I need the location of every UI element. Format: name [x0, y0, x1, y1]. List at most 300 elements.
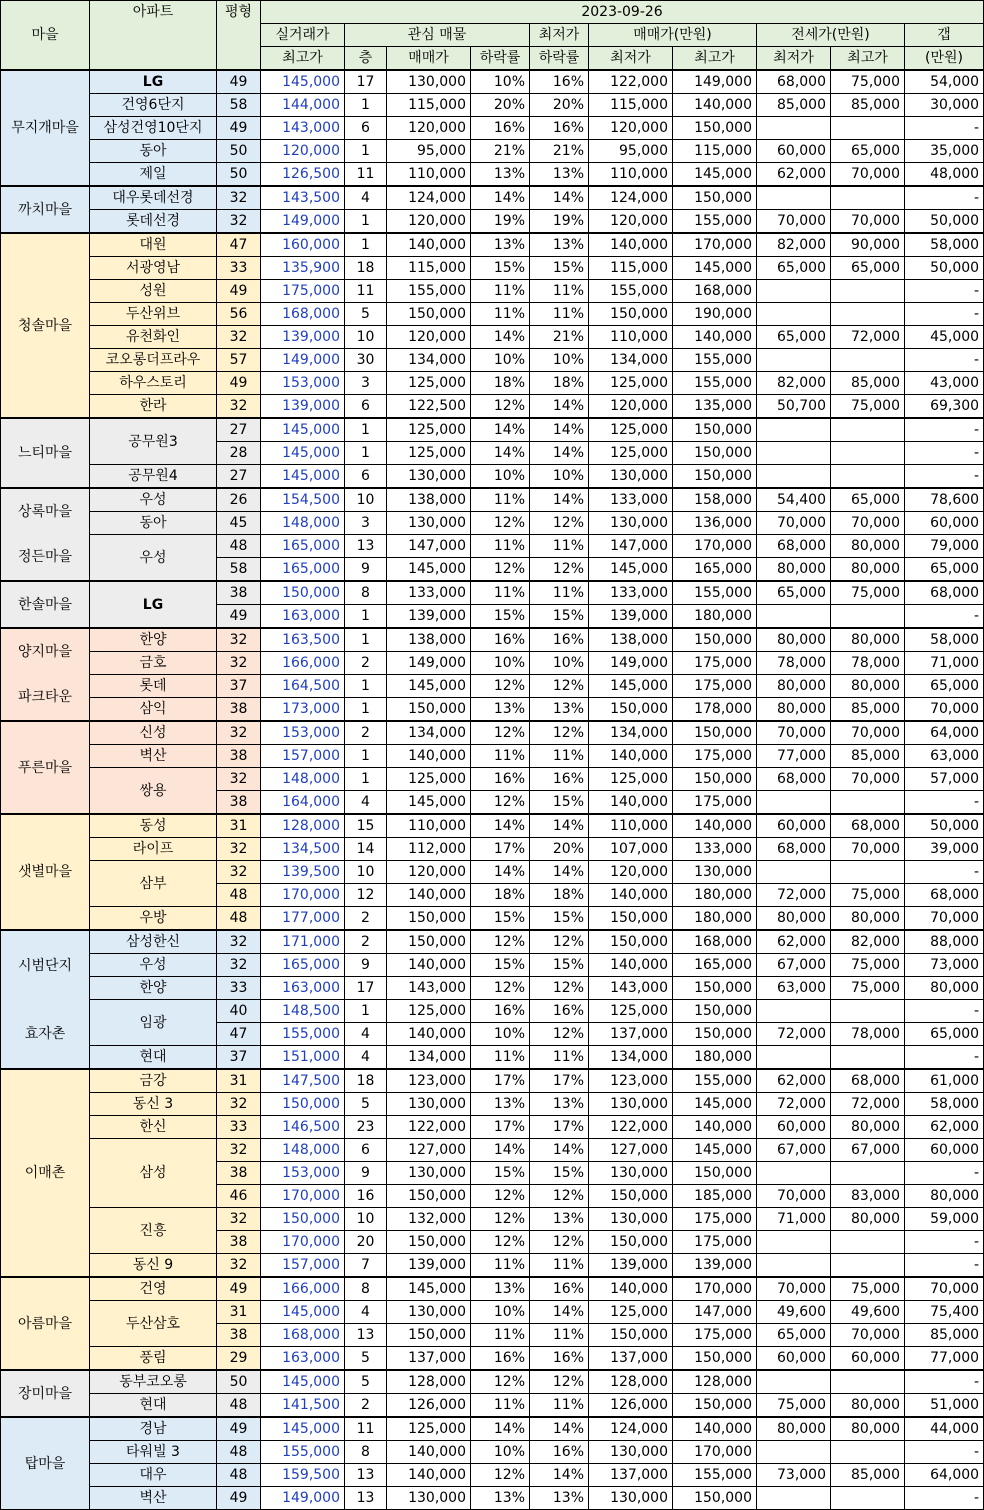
drop-rate-cell: 16% [471, 1000, 530, 1023]
sale-min-cell: 95,000 [589, 140, 673, 163]
header-jeonse-max: 최고가 [831, 47, 905, 71]
min-drop-rate-cell: 11% [530, 1254, 589, 1278]
size-cell: 33 [217, 1116, 261, 1139]
size-cell: 50 [217, 1370, 261, 1394]
jeonse-max-cell: 85,000 [831, 745, 905, 768]
table-row [1, 488, 984, 512]
table-row [1, 395, 984, 419]
gap-cell: 70,000 [905, 1277, 984, 1301]
jeonse-max-cell [831, 1000, 905, 1023]
size-cell: 37 [217, 675, 261, 698]
floor-cell: 5 [345, 1093, 387, 1116]
drop-rate-cell: 10% [471, 465, 530, 489]
jeonse-min-cell: 68,000 [757, 838, 831, 861]
apartment-name-cell: 동신 9 [90, 1254, 217, 1278]
jeonse-max-cell: 85,000 [831, 94, 905, 117]
sale-max-cell: 150,000 [673, 1162, 757, 1185]
table-row [1, 512, 984, 535]
jeonse-max-cell: 83,000 [831, 1185, 905, 1208]
gap-cell: 39,000 [905, 838, 984, 861]
jeonse-max-cell [831, 861, 905, 884]
jeonse-max-cell: 78,000 [831, 652, 905, 675]
max-real-price-cell: 163,500 [261, 628, 345, 652]
sale-max-cell: 180,000 [673, 907, 757, 931]
floor-cell: 1 [345, 418, 387, 442]
jeonse-min-cell: 71,000 [757, 1208, 831, 1231]
max-real-price-cell: 163,000 [261, 977, 345, 1000]
floor-cell: 2 [345, 930, 387, 954]
min-drop-rate-cell: 20% [530, 838, 589, 861]
sale-min-cell: 145,000 [589, 675, 673, 698]
jeonse-max-cell: 75,000 [831, 70, 905, 94]
sale-price-cell: 120,000 [387, 210, 471, 234]
max-real-price-cell: 143,500 [261, 186, 345, 210]
sale-max-cell: 155,000 [673, 372, 757, 395]
jeonse-min-cell [757, 442, 831, 465]
drop-rate-cell: 13% [471, 698, 530, 722]
min-drop-rate-cell: 16% [530, 1277, 589, 1301]
village-name: 한솔마을 [17, 596, 73, 613]
drop-rate-cell: 16% [471, 1347, 530, 1371]
gap-cell: 50,000 [905, 210, 984, 234]
table-row [1, 163, 984, 187]
sale-price-cell: 127,000 [387, 1139, 471, 1162]
sale-price-cell: 145,000 [387, 791, 471, 815]
table-row [1, 326, 984, 349]
jeonse-max-cell: 72,000 [831, 1093, 905, 1116]
size-cell: 56 [217, 303, 261, 326]
table-row [1, 303, 984, 326]
max-real-price-cell: 149,000 [261, 210, 345, 234]
gap-cell: 58,000 [905, 628, 984, 652]
drop-rate-cell: 14% [471, 326, 530, 349]
min-drop-rate-cell: 16% [530, 1347, 589, 1371]
sale-max-cell: 145,000 [673, 1093, 757, 1116]
min-drop-rate-cell: 13% [530, 1093, 589, 1116]
header-date: 2023-09-26 [261, 1, 984, 24]
drop-rate-cell: 12% [471, 721, 530, 745]
floor-cell: 9 [345, 558, 387, 582]
sale-min-cell: 110,000 [589, 814, 673, 838]
header-minprice-2: 하락률 [530, 47, 589, 71]
jeonse-min-cell: 72,000 [757, 1023, 831, 1046]
sale-max-cell: 150,000 [673, 186, 757, 210]
sale-price-cell: 125,000 [387, 1417, 471, 1441]
apartment-name-cell: 풍림 [90, 1347, 217, 1371]
floor-cell: 13 [345, 1487, 387, 1510]
table-row [1, 1277, 984, 1301]
jeonse-min-cell [757, 1231, 831, 1254]
floor-cell: 6 [345, 1139, 387, 1162]
sale-min-cell: 130,000 [589, 1208, 673, 1231]
sale-min-cell: 150,000 [589, 1231, 673, 1254]
sale-max-cell: 145,000 [673, 1139, 757, 1162]
jeonse-min-cell: 70,000 [757, 721, 831, 745]
apartment-name-cell: LG [90, 70, 217, 94]
size-cell: 47 [217, 233, 261, 257]
jeonse-max-cell: 80,000 [831, 1116, 905, 1139]
drop-rate-cell: 12% [471, 512, 530, 535]
jeonse-max-cell: 80,000 [831, 675, 905, 698]
gap-cell: 71,000 [905, 652, 984, 675]
village-name: 상록마을 [17, 504, 73, 520]
jeonse-max-cell [831, 280, 905, 303]
apartment-name-cell: 하우스토리 [90, 372, 217, 395]
size-cell: 38 [217, 1231, 261, 1254]
sale-max-cell: 180,000 [673, 605, 757, 629]
min-drop-rate-cell: 15% [530, 1162, 589, 1185]
drop-rate-cell: 11% [471, 1046, 530, 1070]
sale-max-cell: 149,000 [673, 70, 757, 94]
drop-rate-cell: 13% [471, 163, 530, 187]
apartment-name-cell: 벽산 [90, 1487, 217, 1510]
gap-cell: - [905, 1162, 984, 1185]
sale-price-cell: 150,000 [387, 1324, 471, 1347]
sale-price-cell: 130,000 [387, 512, 471, 535]
floor-cell: 8 [345, 581, 387, 605]
table-row [1, 1441, 984, 1464]
sale-max-cell: 115,000 [673, 140, 757, 163]
floor-cell: 11 [345, 1417, 387, 1441]
apartment-name-cell: 한양 [90, 628, 217, 652]
min-drop-rate-cell: 14% [530, 395, 589, 419]
gap-cell: - [905, 349, 984, 372]
jeonse-max-cell: 82,000 [831, 930, 905, 954]
apartment-name-cell: 성원 [90, 280, 217, 303]
gap-cell: 69,300 [905, 395, 984, 419]
min-drop-rate-cell: 12% [530, 512, 589, 535]
sale-price-cell: 125,000 [387, 1000, 471, 1023]
sale-price-cell: 134,000 [387, 721, 471, 745]
apartment-name-cell: 현대 [90, 1394, 217, 1418]
jeonse-max-cell: 75,000 [831, 977, 905, 1000]
jeonse-min-cell: 80,000 [757, 675, 831, 698]
min-drop-rate-cell: 14% [530, 1464, 589, 1487]
sale-price-cell: 140,000 [387, 1023, 471, 1046]
apartment-name-cell: 경남 [90, 1417, 217, 1441]
sale-min-cell: 124,000 [589, 1417, 673, 1441]
jeonse-min-cell: 85,000 [757, 94, 831, 117]
sale-min-cell: 139,000 [589, 1254, 673, 1278]
sale-min-cell: 137,000 [589, 1464, 673, 1487]
sale-price-cell: 145,000 [387, 558, 471, 582]
sale-max-cell: 175,000 [673, 675, 757, 698]
sale-price-cell: 130,000 [387, 1093, 471, 1116]
size-cell: 32 [217, 628, 261, 652]
header-gap-1: 갭 [905, 24, 984, 47]
village-cell [1, 488, 90, 581]
min-drop-rate-cell: 12% [530, 1185, 589, 1208]
floor-cell: 10 [345, 1208, 387, 1231]
sale-max-cell: 150,000 [673, 1023, 757, 1046]
gap-cell: 70,000 [905, 698, 984, 722]
max-real-price-cell: 157,000 [261, 1254, 345, 1278]
gap-cell: 85,000 [905, 1324, 984, 1347]
floor-cell: 1 [345, 675, 387, 698]
min-drop-rate-cell: 14% [530, 861, 589, 884]
sale-price-cell: 150,000 [387, 303, 471, 326]
size-cell: 58 [217, 558, 261, 582]
max-real-price-cell: 170,000 [261, 1185, 345, 1208]
drop-rate-cell: 14% [471, 814, 530, 838]
gap-cell: 50,000 [905, 257, 984, 280]
gap-cell: 62,000 [905, 1116, 984, 1139]
sale-min-cell: 137,000 [589, 1023, 673, 1046]
table-row [1, 94, 984, 117]
sale-price-cell: 143,000 [387, 977, 471, 1000]
drop-rate-cell: 12% [471, 1231, 530, 1254]
gap-cell: 50,000 [905, 814, 984, 838]
header-sale-max: 최고가 [673, 47, 757, 71]
sale-max-cell: 155,000 [673, 1069, 757, 1093]
size-cell: 32 [217, 395, 261, 419]
min-drop-rate-cell: 12% [530, 558, 589, 582]
floor-cell: 2 [345, 652, 387, 675]
sale-min-cell: 122,000 [589, 70, 673, 94]
jeonse-min-cell: 70,000 [757, 1277, 831, 1301]
header-jeonse-min: 최저가 [757, 47, 831, 71]
sale-price-cell: 150,000 [387, 698, 471, 722]
max-real-price-cell: 173,000 [261, 698, 345, 722]
min-drop-rate-cell: 11% [530, 1394, 589, 1418]
floor-cell: 8 [345, 1277, 387, 1301]
sale-price-cell: 150,000 [387, 1231, 471, 1254]
sale-price-cell: 110,000 [387, 814, 471, 838]
village-cell [1, 70, 90, 186]
size-cell: 33 [217, 977, 261, 1000]
drop-rate-cell: 10% [471, 652, 530, 675]
drop-rate-cell: 13% [471, 1487, 530, 1510]
gap-cell: 79,000 [905, 535, 984, 558]
sale-min-cell: 138,000 [589, 628, 673, 652]
village-name: 까치마을 [17, 201, 73, 218]
sale-max-cell: 150,000 [673, 442, 757, 465]
jeonse-min-cell: 68,000 [757, 70, 831, 94]
floor-cell: 4 [345, 1023, 387, 1046]
min-drop-rate-cell: 12% [530, 977, 589, 1000]
sale-max-cell: 175,000 [673, 745, 757, 768]
apartment-name-cell: 제일 [90, 163, 217, 187]
jeonse-max-cell [831, 791, 905, 815]
jeonse-min-cell [757, 1162, 831, 1185]
sale-min-cell: 145,000 [589, 558, 673, 582]
jeonse-max-cell [831, 186, 905, 210]
gap-cell: 65,000 [905, 1023, 984, 1046]
sale-min-cell: 137,000 [589, 1347, 673, 1371]
sale-max-cell: 190,000 [673, 303, 757, 326]
header-sale-min: 최저가 [589, 47, 673, 71]
apartment-name-cell: 삼성 [90, 1139, 217, 1208]
apartment-name-cell: 동부코오롱 [90, 1370, 217, 1394]
gap-cell: - [905, 442, 984, 465]
floor-cell: 1 [345, 442, 387, 465]
max-real-price-cell: 145,000 [261, 1301, 345, 1324]
gap-cell: 80,000 [905, 977, 984, 1000]
drop-rate-cell: 14% [471, 861, 530, 884]
size-cell: 27 [217, 418, 261, 442]
floor-cell: 5 [345, 1370, 387, 1394]
gap-cell: 65,000 [905, 558, 984, 582]
sale-price-cell: 149,000 [387, 652, 471, 675]
floor-cell: 1 [345, 140, 387, 163]
jeonse-max-cell [831, 1370, 905, 1394]
table-row [1, 117, 984, 140]
max-real-price-cell: 165,000 [261, 535, 345, 558]
sale-price-cell: 145,000 [387, 675, 471, 698]
sale-price-cell: 132,000 [387, 1208, 471, 1231]
gap-cell: - [905, 186, 984, 210]
max-real-price-cell: 164,500 [261, 675, 345, 698]
sale-max-cell: 150,000 [673, 1347, 757, 1371]
size-cell: 58 [217, 94, 261, 117]
max-real-price-cell: 149,000 [261, 1487, 345, 1510]
min-drop-rate-cell: 11% [530, 581, 589, 605]
sale-price-cell: 140,000 [387, 745, 471, 768]
floor-cell: 6 [345, 117, 387, 140]
village-cell [1, 233, 90, 418]
sale-max-cell: 175,000 [673, 1324, 757, 1347]
gap-cell: 54,000 [905, 70, 984, 94]
sale-price-cell: 130,000 [387, 1162, 471, 1185]
drop-rate-cell: 15% [471, 907, 530, 931]
sale-min-cell: 127,000 [589, 1139, 673, 1162]
drop-rate-cell: 11% [471, 280, 530, 303]
min-drop-rate-cell: 15% [530, 605, 589, 629]
village-name: 장미마을 [17, 1385, 73, 1402]
drop-rate-cell: 12% [471, 1464, 530, 1487]
floor-cell: 1 [345, 605, 387, 629]
size-cell: 48 [217, 535, 261, 558]
gap-cell: 30,000 [905, 94, 984, 117]
village-name: 탑마을 [24, 1455, 66, 1472]
jeonse-min-cell [757, 186, 831, 210]
apartment-name-cell: 한신 [90, 1116, 217, 1139]
min-drop-rate-cell: 16% [530, 768, 589, 791]
min-drop-rate-cell: 13% [530, 1208, 589, 1231]
apartment-name-cell: 대원 [90, 233, 217, 257]
sale-max-cell: 168,000 [673, 930, 757, 954]
gap-cell: - [905, 1370, 984, 1394]
drop-rate-cell: 11% [471, 1324, 530, 1347]
sale-max-cell: 185,000 [673, 1185, 757, 1208]
header-drop-rate: 하락률 [471, 47, 530, 71]
jeonse-min-cell: 67,000 [757, 1139, 831, 1162]
apartment-name-cell: 건영6단지 [90, 94, 217, 117]
floor-cell: 3 [345, 372, 387, 395]
jeonse-min-cell: 60,000 [757, 814, 831, 838]
min-drop-rate-cell: 10% [530, 465, 589, 489]
min-drop-rate-cell: 21% [530, 140, 589, 163]
apartment-name-cell: 임광 [90, 1000, 217, 1046]
sale-min-cell: 125,000 [589, 372, 673, 395]
sale-price-cell: 130,000 [387, 465, 471, 489]
max-real-price-cell: 163,000 [261, 1347, 345, 1371]
table-row [1, 838, 984, 861]
table-row [1, 814, 984, 838]
drop-rate-cell: 16% [471, 628, 530, 652]
max-real-price-cell: 175,000 [261, 280, 345, 303]
sale-min-cell: 128,000 [589, 1370, 673, 1394]
jeonse-min-cell [757, 418, 831, 442]
min-drop-rate-cell: 21% [530, 326, 589, 349]
jeonse-min-cell: 82,000 [757, 372, 831, 395]
sale-max-cell: 140,000 [673, 1417, 757, 1441]
floor-cell: 6 [345, 465, 387, 489]
drop-rate-cell: 14% [471, 1417, 530, 1441]
table-body [1, 70, 984, 1510]
jeonse-max-cell [831, 349, 905, 372]
apartment-name-cell: 타워빌 3 [90, 1441, 217, 1464]
size-cell: 46 [217, 1185, 261, 1208]
sale-min-cell: 155,000 [589, 280, 673, 303]
size-cell: 38 [217, 1324, 261, 1347]
jeonse-max-cell: 75,000 [831, 581, 905, 605]
size-cell: 38 [217, 698, 261, 722]
size-cell: 38 [217, 745, 261, 768]
floor-cell: 7 [345, 1254, 387, 1278]
min-drop-rate-cell: 11% [530, 1324, 589, 1347]
sale-min-cell: 140,000 [589, 954, 673, 977]
size-cell: 31 [217, 814, 261, 838]
floor-cell: 1 [345, 94, 387, 117]
gap-cell: 60,000 [905, 1139, 984, 1162]
sale-min-cell: 126,000 [589, 1394, 673, 1418]
apartment-name-cell: 우성 [90, 488, 217, 512]
floor-cell: 18 [345, 1069, 387, 1093]
floor-cell: 10 [345, 861, 387, 884]
max-real-price-cell: 145,000 [261, 70, 345, 94]
size-cell: 48 [217, 1394, 261, 1418]
gap-cell: - [905, 1254, 984, 1278]
sale-price-cell: 120,000 [387, 326, 471, 349]
table-row [1, 1000, 984, 1023]
drop-rate-cell: 12% [471, 1370, 530, 1394]
jeonse-max-cell: 75,000 [831, 954, 905, 977]
size-cell: 49 [217, 1487, 261, 1510]
min-drop-rate-cell: 14% [530, 418, 589, 442]
jeonse-min-cell [757, 1046, 831, 1070]
jeonse-min-cell: 62,000 [757, 163, 831, 187]
apartment-name-cell: 유천화인 [90, 326, 217, 349]
gap-cell: - [905, 1441, 984, 1464]
floor-cell: 1 [345, 768, 387, 791]
village-name: 정든마을 [17, 549, 73, 565]
jeonse-min-cell: 65,000 [757, 326, 831, 349]
min-drop-rate-cell: 11% [530, 745, 589, 768]
sale-price-cell: 122,500 [387, 395, 471, 419]
jeonse-max-cell [831, 1487, 905, 1510]
sale-price-cell: 125,000 [387, 418, 471, 442]
min-drop-rate-cell: 16% [530, 628, 589, 652]
sale-min-cell: 124,000 [589, 186, 673, 210]
max-real-price-cell: 163,000 [261, 605, 345, 629]
drop-rate-cell: 21% [471, 140, 530, 163]
max-real-price-cell: 154,500 [261, 488, 345, 512]
floor-cell: 6 [345, 395, 387, 419]
max-real-price-cell: 145,000 [261, 442, 345, 465]
jeonse-max-cell: 75,000 [831, 1277, 905, 1301]
village-cell [1, 1277, 90, 1370]
min-drop-rate-cell: 11% [530, 280, 589, 303]
floor-cell: 11 [345, 163, 387, 187]
floor-cell: 11 [345, 280, 387, 303]
sale-price-cell: 150,000 [387, 1185, 471, 1208]
jeonse-min-cell: 65,000 [757, 1324, 831, 1347]
sale-max-cell: 140,000 [673, 326, 757, 349]
jeonse-max-cell [831, 1046, 905, 1070]
sale-min-cell: 150,000 [589, 930, 673, 954]
drop-rate-cell: 17% [471, 1069, 530, 1093]
